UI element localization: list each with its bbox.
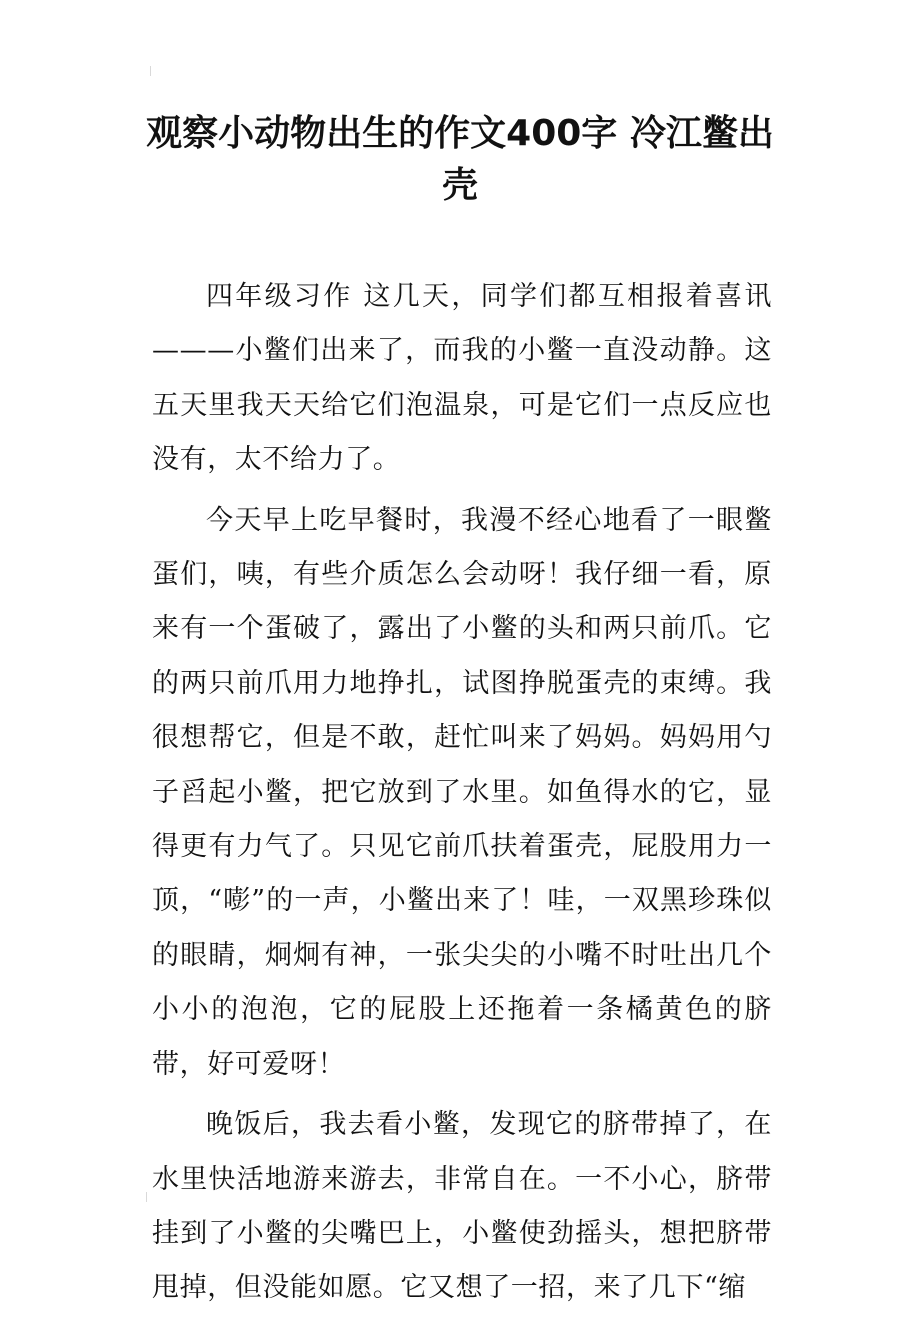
- paragraph-2: 今天早上吃早餐时，我漫不经心地看了一眼鳖蛋们，咦，有些介质怎么会动呀！我仔细一看，原来有一个蛋破了，露出了小鳖的头和两只前爪。它的两只前爪用力地挣扎，试图挣脱蛋壳的束缚。我很想帮它，但是不敢，赶忙叫来了妈妈。妈妈用勺子舀起小鳖，把它放到了水里。如鱼得水的它，显得更有力气了。只见它前爪扶着蛋壳，屁股用力一顶，“嘭”的一声，小鳖出来了！哇，一双黑珍珠似的眼睛，炯炯有神，一张尖尖的小嘴不时吐出几个小小的泡泡，它的屁股上还拖着一条橘黄色的脐带，好可爱呀！: [152, 504, 772, 1080]
- paragraph-1: 四年级习作 这几天，同学们都互相报着喜讯———小鳖们出来了，而我的小鳖一直没动静。这五天里我天天给它们泡温泉，可是它们一点反应也没有，太不给力了。: [152, 281, 772, 476]
- document-title: 观察小动物出生的作文400字 冷江鳖出壳: [146, 113, 774, 206]
- document-body: [152, 270, 772, 1322]
- scan-corner-mark-top: [150, 66, 157, 76]
- paragraph-3: 晚饭后，我去看小鳖，发现它的脐带掉了，在水里快活地游来游去，非常自在。一不小心，脐带挂到了小鳖的尖嘴巴上，小鳖使劲摇头，想把脐带甩掉，但没能如愿。它又想了一招，来了几下“缩: [152, 1109, 772, 1304]
- scan-corner-mark-bottom: [146, 1192, 153, 1202]
